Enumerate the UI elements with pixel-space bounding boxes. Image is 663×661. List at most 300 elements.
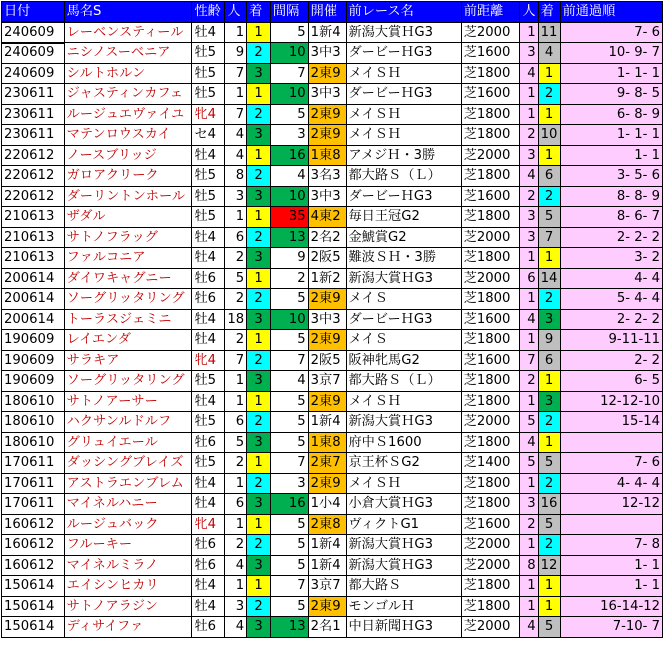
table-row [2, 555, 663, 576]
prev-popularity-cell: 3 [520, 43, 538, 64]
table-row [2, 186, 663, 207]
prev-passing-cell: 1- 1 [560, 145, 662, 166]
prev-finish-cell: 5 [538, 617, 560, 638]
interval-cell: 10 [270, 84, 308, 105]
horse-name-cell: ダイワキャグニー [64, 268, 192, 289]
table-row [2, 432, 663, 453]
finish-cell: 2 [247, 166, 271, 187]
meeting-cell: 3名3 [308, 166, 346, 187]
interval-cell: 2 [270, 268, 308, 289]
meeting-cell: 2東9 [308, 391, 346, 412]
table-row [2, 227, 663, 248]
finish-cell: 3 [247, 309, 271, 330]
popularity-cell: 3 [225, 596, 247, 617]
interval-cell: 5 [270, 289, 308, 310]
meeting-cell: 4東2 [308, 207, 346, 228]
finish-cell: 3 [247, 617, 271, 638]
prev-race-cell: 毎日王冠G2 [346, 207, 461, 228]
popularity-cell: 1 [225, 22, 247, 43]
prev-finish-cell: 14 [538, 268, 560, 289]
finish-cell: 3 [247, 432, 271, 453]
popularity-cell: 6 [225, 412, 247, 433]
prev-popularity-cell: 5 [520, 412, 538, 433]
table-row [2, 453, 663, 474]
table-row [2, 207, 663, 228]
meeting-cell: 3中3 [308, 186, 346, 207]
prev-popularity-cell: 1 [520, 576, 538, 597]
date-cell: 150614 [2, 576, 65, 597]
horse-name-cell: シルトホルン [64, 63, 192, 84]
popularity-cell: 4 [225, 125, 247, 146]
prev-passing-cell: 7- 8 [560, 535, 662, 556]
prev-race-cell: ダービーＨG3 [346, 309, 461, 330]
prev-distance-cell: 芝1800 [461, 104, 520, 125]
prev-popularity-cell: 2 [520, 125, 538, 146]
prev-popularity-cell: 1 [520, 289, 538, 310]
prev-popularity-cell: 1 [520, 248, 538, 269]
meeting-cell: 3京7 [308, 576, 346, 597]
popularity-cell: 3 [225, 186, 247, 207]
prev-popularity-cell: 3 [520, 207, 538, 228]
header-date: 日付 [2, 2, 65, 23]
prev-race-cell: 新潟大賞ＨG3 [346, 22, 461, 43]
prev-popularity-cell: 4 [520, 432, 538, 453]
popularity-cell: 2 [225, 330, 247, 351]
prev-distance-cell: 芝1600 [461, 186, 520, 207]
date-cell: 210613 [2, 227, 65, 248]
prev-passing-cell: 7-10- 7 [560, 617, 662, 638]
table-row [2, 145, 663, 166]
meeting-cell: 3中3 [308, 84, 346, 105]
finish-cell: 2 [247, 596, 271, 617]
meeting-cell: 2阪5 [308, 350, 346, 371]
sex-age-cell: 牝4 [192, 514, 225, 535]
prev-race-cell: 京王杯ＳG2 [346, 453, 461, 474]
prev-race-cell: メイＳＨ [346, 473, 461, 494]
prev-finish-cell: 16 [538, 494, 560, 515]
interval-cell: 7 [270, 453, 308, 474]
header-interval: 間隔 [270, 2, 308, 23]
prev-race-cell: 都大路Ｓ（Ｌ） [346, 371, 461, 392]
prev-popularity-cell: 7 [520, 350, 538, 371]
prev-distance-cell: 芝1800 [461, 596, 520, 617]
date-cell: 170611 [2, 473, 65, 494]
horse-name-cell: ジャスティンカフェ [64, 84, 192, 105]
prev-finish-cell: 2 [538, 412, 560, 433]
interval-cell: 5 [270, 330, 308, 351]
date-cell: 160612 [2, 514, 65, 535]
finish-cell: 2 [247, 350, 271, 371]
prev-distance-cell: 芝1600 [461, 43, 520, 64]
prev-finish-cell: 5 [538, 514, 560, 535]
horse-name-cell: マイネルハニー [64, 494, 192, 515]
prev-race-cell: ダービーＨG3 [346, 84, 461, 105]
interval-cell: 10 [270, 186, 308, 207]
prev-passing-cell: 12-12-10 [560, 391, 662, 412]
finish-cell: 1 [247, 207, 271, 228]
prev-race-cell: 新潟大賞ＨG3 [346, 412, 461, 433]
popularity-cell: 7 [225, 63, 247, 84]
popularity-cell: 2 [225, 248, 247, 269]
horse-name-cell: サラキア [64, 350, 192, 371]
meeting-cell: 2名1 [308, 617, 346, 638]
prev-popularity-cell: 4 [520, 309, 538, 330]
prev-race-cell: 都大路Ｓ（Ｌ） [346, 166, 461, 187]
prev-popularity-cell: 1 [520, 330, 538, 351]
interval-cell: 3 [270, 473, 308, 494]
prev-distance-cell: 芝1800 [461, 207, 520, 228]
prev-passing-cell: 16-14-12 [560, 596, 662, 617]
horse-name-cell: ガロアクリーク [64, 166, 192, 187]
prev-passing-cell: 1- 1 [560, 555, 662, 576]
table-row [2, 63, 663, 84]
prev-passing-cell: 8- 8- 9 [560, 186, 662, 207]
prev-passing-cell: 9-11-11 [560, 330, 662, 351]
interval-cell: 3 [270, 125, 308, 146]
prev-passing-cell: 7- 6 [560, 22, 662, 43]
prev-popularity-cell: 2 [520, 371, 538, 392]
sex-age-cell: 牡5 [192, 63, 225, 84]
interval-cell: 13 [270, 617, 308, 638]
sex-age-cell: 牡6 [192, 555, 225, 576]
table-row [2, 309, 663, 330]
finish-cell: 1 [247, 84, 271, 105]
finish-cell: 2 [247, 227, 271, 248]
prev-race-cell: 新潟大賞ＨG3 [346, 535, 461, 556]
meeting-cell: 2名2 [308, 227, 346, 248]
sex-age-cell: 牡4 [192, 22, 225, 43]
interval-cell: 9 [270, 248, 308, 269]
popularity-cell: 7 [225, 350, 247, 371]
sex-age-cell: 牡4 [192, 576, 225, 597]
sex-age-cell: 牡5 [192, 412, 225, 433]
sex-age-cell: 牝4 [192, 104, 225, 125]
popularity-cell: 6 [225, 494, 247, 515]
popularity-cell: 9 [225, 43, 247, 64]
finish-cell: 3 [247, 186, 271, 207]
meeting-cell: 1新4 [308, 412, 346, 433]
sex-age-cell: 牡4 [192, 145, 225, 166]
finish-cell: 1 [247, 268, 271, 289]
date-cell: 190609 [2, 330, 65, 351]
sex-age-cell: セ4 [192, 125, 225, 146]
table-row [2, 22, 663, 43]
prev-passing-cell: 15-14 [560, 412, 662, 433]
prev-finish-cell: 4 [538, 43, 560, 64]
prev-passing-cell: 7- 6 [560, 453, 662, 474]
prev-passing-cell: 3- 2 [560, 248, 662, 269]
meeting-cell: 2東9 [308, 125, 346, 146]
date-cell: 220612 [2, 166, 65, 187]
prev-race-cell: 新潟大賞ＨG3 [346, 555, 461, 576]
horse-name-cell: マテンロウスカイ [64, 125, 192, 146]
date-cell: 230611 [2, 84, 65, 105]
sex-age-cell: 牡4 [192, 330, 225, 351]
header-finish: 着 [247, 2, 271, 23]
interval-cell: 5 [270, 535, 308, 556]
date-cell: 170611 [2, 494, 65, 515]
prev-race-cell: 難波ＳＨ・3勝 [346, 248, 461, 269]
popularity-cell: 5 [225, 432, 247, 453]
interval-cell: 4 [270, 166, 308, 187]
sex-age-cell: 牡6 [192, 535, 225, 556]
sex-age-cell: 牡4 [192, 248, 225, 269]
date-cell: 210613 [2, 248, 65, 269]
sex-age-cell: 牡5 [192, 186, 225, 207]
date-cell: 190609 [2, 350, 65, 371]
popularity-cell: 5 [225, 268, 247, 289]
meeting-cell: 2東9 [308, 289, 346, 310]
date-cell: 240609 [2, 43, 65, 64]
finish-cell: 1 [247, 391, 271, 412]
meeting-cell: 2東9 [308, 63, 346, 84]
prev-passing-cell: 5- 4- 4 [560, 289, 662, 310]
prev-popularity-cell: 6 [520, 268, 538, 289]
interval-cell: 35 [270, 207, 308, 228]
meeting-cell: 3京7 [308, 371, 346, 392]
prev-race-cell: ダービーＨG3 [346, 43, 461, 64]
popularity-cell: 1 [225, 473, 247, 494]
horse-name-cell: アストラエンブレム [64, 473, 192, 494]
finish-cell: 2 [247, 104, 271, 125]
prev-race-cell: ダービーＨG3 [346, 186, 461, 207]
prev-race-cell: 新潟大賞ＨG3 [346, 268, 461, 289]
prev-race-cell: 小倉大賞ＨG3 [346, 494, 461, 515]
table-row [2, 535, 663, 556]
prev-finish-cell: 12 [538, 555, 560, 576]
prev-passing-cell: 2- 2 [560, 350, 662, 371]
horse-name-cell: ザダル [64, 207, 192, 228]
prev-race-cell: メイＳＨ [346, 391, 461, 412]
prev-popularity-cell: 1 [520, 535, 538, 556]
interval-cell: 5 [270, 514, 308, 535]
meeting-cell: 1小4 [308, 494, 346, 515]
horse-name-cell: ディサイファ [64, 617, 192, 638]
date-cell: 150614 [2, 617, 65, 638]
date-cell: 200614 [2, 309, 65, 330]
sex-age-cell: 牝4 [192, 350, 225, 371]
prev-finish-cell: 9 [538, 330, 560, 351]
prev-passing-cell: 6- 5 [560, 371, 662, 392]
prev-race-cell: メイＳＨ [346, 125, 461, 146]
popularity-cell: 1 [225, 576, 247, 597]
table-row [2, 350, 663, 371]
header-horse-name: 馬名S [64, 2, 192, 23]
interval-cell: 10 [270, 309, 308, 330]
prev-distance-cell: 芝1600 [461, 84, 520, 105]
prev-race-cell: 府中Ｓ1600 [346, 432, 461, 453]
popularity-cell: 2 [225, 289, 247, 310]
prev-distance-cell: 芝2000 [461, 22, 520, 43]
header-prev-popularity: 人 [520, 2, 538, 23]
popularity-cell: 2 [225, 453, 247, 474]
date-cell: 240609 [2, 63, 65, 84]
meeting-cell: 1新4 [308, 535, 346, 556]
finish-cell: 1 [247, 453, 271, 474]
prev-finish-cell: 3 [538, 309, 560, 330]
sex-age-cell: 牡5 [192, 207, 225, 228]
prev-finish-cell: 1 [538, 63, 560, 84]
prev-popularity-cell: 4 [520, 617, 538, 638]
table-row [2, 371, 663, 392]
prev-passing-cell: 12-12 [560, 494, 662, 515]
interval-cell: 16 [270, 145, 308, 166]
finish-cell: 3 [247, 63, 271, 84]
prev-distance-cell: 芝1800 [461, 166, 520, 187]
date-cell: 220612 [2, 145, 65, 166]
prev-distance-cell: 芝2000 [461, 145, 520, 166]
prev-distance-cell: 芝1600 [461, 350, 520, 371]
meeting-cell: 2東9 [308, 596, 346, 617]
prev-popularity-cell: 4 [520, 166, 538, 187]
prev-race-cell: ヴィクトG1 [346, 514, 461, 535]
prev-race-cell: アメジＨ・3勝 [346, 145, 461, 166]
prev-distance-cell: 芝1600 [461, 514, 520, 535]
prev-finish-cell: 11 [538, 22, 560, 43]
prev-distance-cell: 芝1800 [461, 289, 520, 310]
header-prev-distance: 前距離 [461, 2, 520, 23]
popularity-cell: 1 [225, 207, 247, 228]
horse-name-cell: フルーキー [64, 535, 192, 556]
sex-age-cell: 牡6 [192, 617, 225, 638]
prev-finish-cell: 1 [538, 248, 560, 269]
prev-popularity-cell: 1 [520, 596, 538, 617]
prev-distance-cell: 芝2000 [461, 268, 520, 289]
prev-passing-cell: 1- 1- 1 [560, 125, 662, 146]
horse-name-cell: エイシンヒカリ [64, 576, 192, 597]
finish-cell: 3 [247, 248, 271, 269]
prev-race-cell: モンゴルＨ [346, 596, 461, 617]
sex-age-cell: 牡6 [192, 432, 225, 453]
meeting-cell: 1東8 [308, 432, 346, 453]
table-row [2, 43, 663, 64]
interval-cell: 7 [270, 63, 308, 84]
popularity-cell: 4 [225, 617, 247, 638]
interval-cell: 10 [270, 43, 308, 64]
prev-distance-cell: 芝1800 [461, 432, 520, 453]
table-row [2, 494, 663, 515]
table-row [2, 514, 663, 535]
prev-distance-cell: 芝1800 [461, 63, 520, 84]
prev-popularity-cell: 4 [520, 63, 538, 84]
popularity-cell: 1 [225, 371, 247, 392]
prev-finish-cell: 5 [538, 207, 560, 228]
popularity-cell: 8 [225, 166, 247, 187]
prev-finish-cell: 2 [538, 186, 560, 207]
horse-name-cell: サトノアーサー [64, 391, 192, 412]
interval-cell: 16 [270, 494, 308, 515]
prev-distance-cell: 芝1600 [461, 309, 520, 330]
results-table [1, 1, 663, 638]
prev-popularity-cell: 1 [520, 104, 538, 125]
meeting-cell: 2阪5 [308, 248, 346, 269]
prev-finish-cell: 1 [538, 145, 560, 166]
prev-finish-cell: 2 [538, 84, 560, 105]
prev-distance-cell: 芝1800 [461, 371, 520, 392]
prev-popularity-cell: 2 [520, 514, 538, 535]
interval-cell: 13 [270, 227, 308, 248]
prev-popularity-cell: 3 [520, 145, 538, 166]
popularity-cell: 2 [225, 535, 247, 556]
horse-name-cell: ニシノスーベニア [64, 43, 192, 64]
table-row [2, 166, 663, 187]
finish-cell: 1 [247, 514, 271, 535]
date-cell: 210613 [2, 207, 65, 228]
prev-finish-cell: 2 [538, 473, 560, 494]
horse-name-cell: トーラスジェミニ [64, 309, 192, 330]
finish-cell: 3 [247, 555, 271, 576]
finish-cell: 1 [247, 145, 271, 166]
finish-cell: 2 [247, 43, 271, 64]
table-row [2, 268, 663, 289]
date-cell: 180610 [2, 412, 65, 433]
date-cell: 240609 [2, 22, 65, 43]
prev-race-cell: メイＳ [346, 330, 461, 351]
table-row [2, 391, 663, 412]
prev-finish-cell: 1 [538, 596, 560, 617]
sex-age-cell: 牡5 [192, 43, 225, 64]
meeting-cell: 3中3 [308, 309, 346, 330]
prev-popularity-cell: 1 [520, 22, 538, 43]
prev-popularity-cell: 1 [520, 473, 538, 494]
horse-name-cell: サトノアラジン [64, 596, 192, 617]
prev-distance-cell: 芝2000 [461, 227, 520, 248]
prev-race-cell: メイＳＨ [346, 104, 461, 125]
prev-passing-cell: 1- 1 [560, 576, 662, 597]
sex-age-cell: 牡4 [192, 494, 225, 515]
interval-cell: 5 [270, 22, 308, 43]
date-cell: 180610 [2, 391, 65, 412]
sex-age-cell: 牡4 [192, 596, 225, 617]
prev-popularity-cell: 3 [520, 227, 538, 248]
horse-name-cell: マイネルミラノ [64, 555, 192, 576]
header-meeting: 開催 [308, 2, 346, 23]
date-cell: 200614 [2, 268, 65, 289]
prev-passing-cell: 3- 5- 6 [560, 166, 662, 187]
table-row [2, 248, 663, 269]
prev-passing-cell: 4- 4 [560, 268, 662, 289]
date-cell: 160612 [2, 535, 65, 556]
popularity-cell: 1 [225, 84, 247, 105]
sex-age-cell: 牡4 [192, 309, 225, 330]
header-sex-age: 性齢 [192, 2, 225, 23]
prev-popularity-cell: 8 [520, 555, 538, 576]
interval-cell: 5 [270, 412, 308, 433]
prev-passing-cell [560, 432, 662, 453]
prev-finish-cell: 10 [538, 125, 560, 146]
finish-cell: 1 [247, 330, 271, 351]
prev-distance-cell: 芝2000 [461, 412, 520, 433]
date-cell: 230611 [2, 125, 65, 146]
table-row [2, 84, 663, 105]
prev-popularity-cell: 5 [520, 453, 538, 474]
finish-cell: 2 [247, 289, 271, 310]
date-cell: 160612 [2, 555, 65, 576]
horse-name-cell: サトノフラッグ [64, 227, 192, 248]
date-cell: 150614 [2, 596, 65, 617]
prev-finish-cell: 1 [538, 371, 560, 392]
prev-finish-cell: 3 [538, 391, 560, 412]
sex-age-cell: 牡4 [192, 227, 225, 248]
header-popularity: 人 [225, 2, 247, 23]
horse-name-cell: ソーグリッタリング [64, 371, 192, 392]
interval-cell: 7 [270, 576, 308, 597]
sex-age-cell: 牡5 [192, 84, 225, 105]
prev-race-cell: 中日新聞ＨG3 [346, 617, 461, 638]
meeting-cell: 1東8 [308, 145, 346, 166]
header-prev-passing: 前通過順 [560, 2, 662, 23]
meeting-cell: 2東9 [308, 104, 346, 125]
